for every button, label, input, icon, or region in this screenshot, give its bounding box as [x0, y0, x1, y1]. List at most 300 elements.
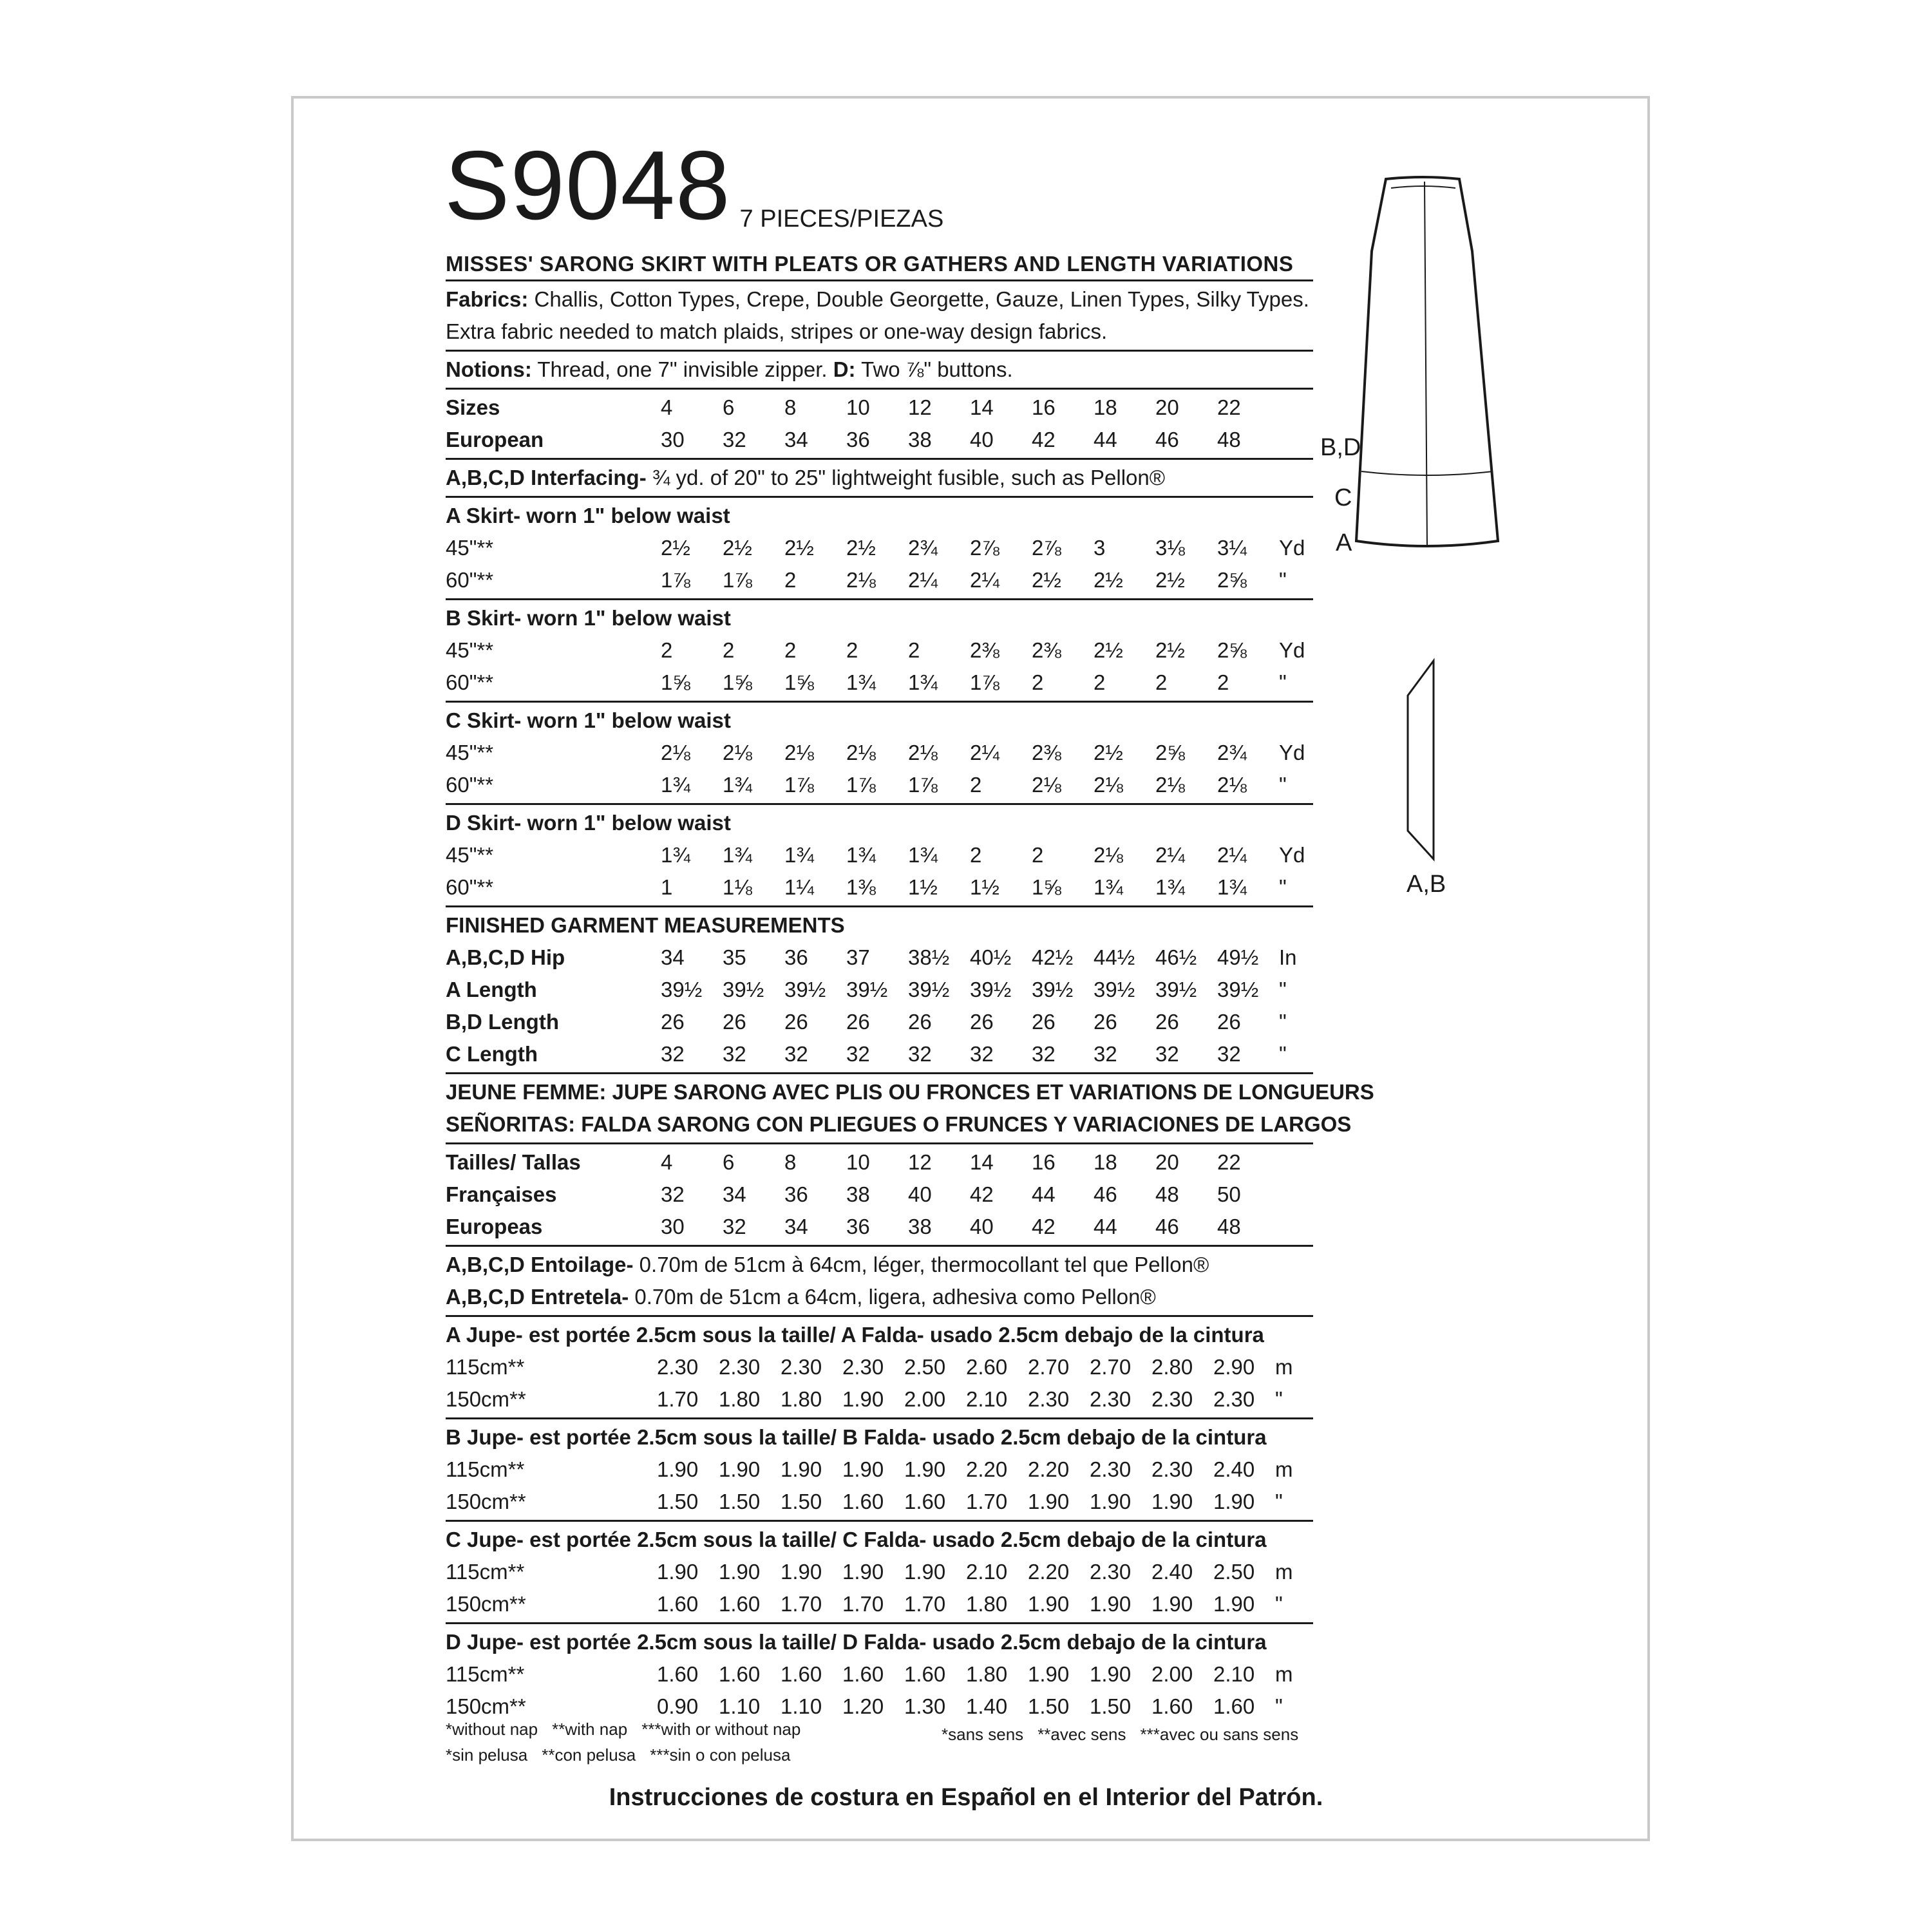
table-cell: 22 — [1217, 395, 1241, 419]
table-row — [446, 1038, 1313, 1070]
table-cell: 2.30 — [1090, 1387, 1132, 1411]
table-cell: 1.70 — [904, 1592, 946, 1616]
table-cell: 1.70 — [966, 1490, 1008, 1513]
table-cell: 1.90 — [781, 1560, 822, 1584]
entretela-label: A,B,C,D Entretela- — [446, 1285, 629, 1309]
row-label: 45"** — [446, 536, 494, 560]
table-cell: 2.30 — [1151, 1457, 1193, 1481]
table-cell: 3 — [1094, 536, 1106, 560]
footnote: *without nap — [446, 1719, 538, 1739]
table-cell: 1¾ — [1155, 875, 1185, 899]
row-label: 150cm** — [446, 1387, 526, 1411]
table-cell: 48 — [1217, 428, 1241, 451]
unit-label: " — [1279, 978, 1287, 1001]
table-cell: 2½ — [784, 536, 814, 560]
table-cell: 2.50 — [904, 1355, 946, 1379]
entoilage-label: A,B,C,D Entoilage- — [446, 1253, 634, 1276]
table-cell: 2.70 — [1090, 1355, 1132, 1379]
footnote: ***with or without nap — [641, 1719, 801, 1739]
row-label: A Length — [446, 978, 537, 1001]
entoilage-section — [446, 1247, 1313, 1317]
table-cell: 2⅛ — [846, 741, 876, 764]
metric-yardage-section — [446, 1317, 1313, 1725]
table-cell: 1.40 — [966, 1694, 1008, 1718]
table-cell: 38 — [908, 428, 932, 451]
table-cell: 38½ — [908, 945, 950, 969]
table-cell: 1.80 — [966, 1592, 1008, 1616]
table-cell: 16 — [1032, 395, 1056, 419]
table-cell: 10 — [846, 395, 870, 419]
table-cell: 32 — [1217, 1042, 1241, 1066]
table-cell: 8 — [784, 395, 797, 419]
table-cell: 2.80 — [1151, 1355, 1193, 1379]
tie-piece-illustration — [1404, 658, 1443, 864]
footnote: ***avec ou sans sens — [1140, 1725, 1299, 1744]
table-cell: 1.30 — [904, 1694, 946, 1718]
table-cell: 34 — [723, 1182, 746, 1206]
table-cell: 39½ — [1032, 978, 1074, 1001]
table-cell: 39½ — [1094, 978, 1135, 1001]
table-cell: 2⅜ — [1032, 638, 1061, 662]
table-cell: 44½ — [1094, 945, 1135, 969]
table-cell: 16 — [1032, 1150, 1056, 1174]
unit-label: Yd — [1279, 843, 1305, 867]
table-cell: 1.90 — [719, 1560, 761, 1584]
table-cell: 44 — [1032, 1182, 1056, 1206]
table-cell: 1⅞ — [661, 568, 690, 592]
metric-view-heading: B Jupe- est portée 2.5cm sous la taille/ B Falda- usado 2.5cm debajo de la cintura — [446, 1425, 1267, 1449]
metric-sizes-section — [446, 1144, 1313, 1247]
row-label: A,B,C,D Hip — [446, 945, 565, 969]
table-cell: 1⅝ — [1032, 875, 1061, 899]
table-cell: 1⅞ — [784, 773, 814, 797]
table-cell: 2⅛ — [846, 568, 876, 592]
interfacing-section — [446, 460, 1313, 498]
tie-outline-svg — [1404, 658, 1443, 864]
unit-label: " — [1279, 670, 1287, 694]
table-cell: 1.90 — [657, 1560, 699, 1584]
table-cell: 40 — [970, 1215, 994, 1238]
table-row — [446, 1588, 1313, 1620]
table-cell: 2⅝ — [1217, 638, 1247, 662]
table-cell: 30 — [661, 428, 685, 451]
piece-count: 7 PIECES/PIEZAS — [739, 205, 944, 232]
table-cell: 1.90 — [657, 1457, 699, 1481]
table-cell: 1⅝ — [723, 670, 752, 694]
table-cell: 46½ — [1155, 945, 1197, 969]
table-cell: 2.10 — [1213, 1662, 1255, 1686]
footnote: *sin pelusa — [446, 1745, 528, 1765]
table-cell: 1.60 — [1213, 1694, 1255, 1718]
table-cell: 2.50 — [1213, 1560, 1255, 1584]
table-cell: 6 — [723, 395, 735, 419]
table-cell: 2.90 — [1213, 1355, 1255, 1379]
row-label: Sizes — [446, 395, 500, 419]
table-cell: 2 — [1032, 670, 1044, 694]
table-cell: 26 — [846, 1010, 870, 1034]
unit-label: " — [1279, 875, 1287, 899]
metric-view-heading: D Jupe- est portée 2.5cm sous la taille/ D Falda- usado 2.5cm debajo de la cintura — [446, 1630, 1267, 1654]
table-cell: 1⅞ — [846, 773, 876, 797]
table-cell: 1.60 — [657, 1662, 699, 1686]
table-cell: 1⅞ — [908, 773, 938, 797]
table-cell: 2½ — [1032, 568, 1061, 592]
interfacing-text: ¾ yd. of 20" to 25" lightweight fusible, such as Pellon® — [646, 466, 1166, 489]
table-cell: 2¼ — [908, 568, 938, 592]
table-cell: 26 — [661, 1010, 685, 1034]
table-cell: 2.10 — [966, 1560, 1008, 1584]
table-cell: 1.90 — [842, 1560, 884, 1584]
table-cell: 18 — [1094, 1150, 1117, 1174]
french-title: JEUNE FEMME: JUPE SARONG AVEC PLIS OU FRONCES ET VARIATIONS DE LONGUEURS — [446, 1080, 1374, 1104]
table-cell: 1¾ — [661, 773, 690, 797]
table-cell: 26 — [1217, 1010, 1241, 1034]
table-cell: 26 — [723, 1010, 746, 1034]
table-cell: 2.40 — [1213, 1457, 1255, 1481]
table-cell: 1¾ — [723, 773, 752, 797]
unit-label: " — [1279, 1042, 1287, 1066]
table-cell: 1⅜ — [846, 875, 876, 899]
table-cell: 1¾ — [661, 843, 690, 867]
table-cell: 2 — [784, 638, 797, 662]
sizes-section — [446, 390, 1313, 460]
row-label: 115cm** — [446, 1560, 525, 1584]
table-cell: 32 — [1032, 1042, 1056, 1066]
table-cell: 1¾ — [908, 670, 938, 694]
table-cell: 2½ — [1155, 638, 1185, 662]
table-cell: 2 — [723, 638, 735, 662]
table-cell: 36 — [846, 428, 870, 451]
table-cell: 1.90 — [842, 1387, 884, 1411]
table-row — [446, 1658, 1313, 1690]
table-row — [446, 667, 1313, 699]
table-cell: 1.90 — [1213, 1490, 1255, 1513]
table-cell: 36 — [784, 1182, 808, 1206]
table-cell: 44 — [1094, 428, 1117, 451]
table-cell: 1⅝ — [661, 670, 690, 694]
table-cell: 2⅛ — [1155, 773, 1185, 797]
table-cell: 1.90 — [719, 1457, 761, 1481]
table-cell: 36 — [784, 945, 808, 969]
table-cell: 32 — [1094, 1042, 1117, 1066]
table-cell: 2.30 — [1028, 1387, 1070, 1411]
table-cell: 2⅞ — [1032, 536, 1061, 560]
table-cell: 48 — [1217, 1215, 1241, 1238]
footnote: **con pelusa — [542, 1745, 636, 1765]
table-row — [446, 769, 1313, 801]
finished-measurements-heading: FINISHED GARMENT MEASUREMENTS — [446, 913, 845, 937]
interfacing-label: A,B,C,D Interfacing- — [446, 466, 647, 489]
row-label: 150cm** — [446, 1694, 526, 1718]
table-cell: 40 — [970, 428, 994, 451]
table-cell: 1.20 — [842, 1694, 884, 1718]
table-cell: 4 — [661, 395, 673, 419]
unit-label: " — [1279, 1010, 1287, 1034]
table-cell: 1.90 — [1213, 1592, 1255, 1616]
table-cell: 1.60 — [842, 1490, 884, 1513]
table-cell: 2.10 — [966, 1387, 1008, 1411]
table-cell: 2 — [846, 638, 858, 662]
table-cell: 1.90 — [1151, 1592, 1193, 1616]
row-label: European — [446, 428, 544, 451]
table-cell: 2⅛ — [723, 741, 752, 764]
table-cell: 39½ — [908, 978, 950, 1001]
table-cell: 1.80 — [966, 1662, 1008, 1686]
unit-label: " — [1279, 568, 1287, 592]
pattern-envelope-chart — [446, 248, 1374, 1725]
table-cell: 35 — [723, 945, 746, 969]
table-cell: 26 — [784, 1010, 808, 1034]
table-cell: 42 — [1032, 1215, 1056, 1238]
row-label: 115cm** — [446, 1662, 525, 1686]
table-cell: 1¾ — [784, 843, 814, 867]
table-cell: 42 — [1032, 428, 1056, 451]
table-cell: 10 — [846, 1150, 870, 1174]
table-cell: 44 — [1094, 1215, 1117, 1238]
table-cell: 8 — [784, 1150, 797, 1174]
footnote: **avec sens — [1037, 1725, 1126, 1744]
table-cell: 1.90 — [1090, 1490, 1132, 1513]
table-row — [446, 1556, 1313, 1588]
table-cell: 2¾ — [1217, 741, 1247, 764]
table-cell: 1.80 — [781, 1387, 822, 1411]
foreign-titles — [446, 1074, 1374, 1144]
table-row — [446, 737, 1313, 769]
table-cell: 1.90 — [1090, 1592, 1132, 1616]
view-heading: C Skirt- worn 1" below waist — [446, 708, 731, 732]
table-cell: 40 — [908, 1182, 932, 1206]
row-label: B,D Length — [446, 1010, 559, 1034]
table-cell: 2⅜ — [970, 638, 999, 662]
table-cell: 2.20 — [1028, 1457, 1070, 1481]
table-cell: 2.30 — [1213, 1387, 1255, 1411]
table-cell: 2 — [1094, 670, 1106, 694]
row-label: Françaises — [446, 1182, 557, 1206]
table-cell: 26 — [1155, 1010, 1179, 1034]
table-cell: 3⅛ — [1155, 536, 1185, 560]
table-cell: 2¼ — [1217, 843, 1247, 867]
table-cell: 1.50 — [719, 1490, 761, 1513]
table-cell: 1.60 — [781, 1662, 822, 1686]
table-cell: 1½ — [908, 875, 938, 899]
table-cell: 1¼ — [784, 875, 814, 899]
table-cell: 34 — [661, 945, 685, 969]
table-cell: 38 — [908, 1215, 932, 1238]
table-cell: 1.90 — [1090, 1662, 1132, 1686]
view-yardage-block — [446, 498, 1313, 600]
table-cell: 1.10 — [781, 1694, 822, 1718]
table-cell: 12 — [908, 1150, 932, 1174]
row-label: 60"** — [446, 670, 494, 694]
row-label: Tailles/ Tallas — [446, 1150, 581, 1174]
table-cell: 2 — [1155, 670, 1168, 694]
row-label: 45"** — [446, 741, 494, 764]
table-cell: 1.80 — [719, 1387, 761, 1411]
table-cell: 2.60 — [966, 1355, 1008, 1379]
table-cell: 2⅛ — [1032, 773, 1061, 797]
row-label: 60"** — [446, 568, 494, 592]
table-cell: 2⅝ — [1217, 568, 1247, 592]
unit-label: m — [1275, 1560, 1293, 1584]
table-cell: 1.50 — [657, 1490, 699, 1513]
table-cell: 2⅛ — [1094, 843, 1123, 867]
table-cell: 1.50 — [1090, 1694, 1132, 1718]
table-cell: 2.30 — [657, 1355, 699, 1379]
table-cell: 2.00 — [904, 1387, 946, 1411]
table-cell: 39½ — [723, 978, 764, 1001]
table-cell: 1.50 — [1028, 1694, 1070, 1718]
table-cell: 18 — [1094, 395, 1117, 419]
metric-view-block — [446, 1624, 1313, 1725]
table-cell: 2¼ — [1155, 843, 1185, 867]
spanish-instructions-note: Instrucciones de costura en Español en el Interior del Patrón. — [609, 1784, 1323, 1811]
skirt-outline-svg — [1352, 174, 1520, 560]
table-row — [446, 1486, 1313, 1518]
table-cell: 2½ — [1155, 568, 1185, 592]
table-cell: 26 — [1032, 1010, 1056, 1034]
table-cell: 49½ — [1217, 945, 1259, 969]
table-cell: 2½ — [846, 536, 876, 560]
metric-view-heading: A Jupe- est portée 2.5cm sous la taille/ A Falda- usado 2.5cm debajo de la cintura — [446, 1323, 1264, 1347]
row-label: 45"** — [446, 638, 494, 662]
table-cell: 1.60 — [842, 1662, 884, 1686]
skirt-back-view-illustration — [1352, 174, 1520, 560]
view-yardage-block — [446, 600, 1313, 703]
imperial-yardage-section — [446, 498, 1313, 907]
table-row — [446, 871, 1313, 904]
table-cell: 12 — [908, 395, 932, 419]
row-label: 150cm** — [446, 1490, 526, 1513]
row-label: 60"** — [446, 773, 494, 797]
table-cell: 1¾ — [846, 843, 876, 867]
table-cell: 2⅝ — [1155, 741, 1185, 764]
table-cell: 22 — [1217, 1150, 1241, 1174]
table-row — [446, 1454, 1313, 1486]
table-cell: 34 — [784, 428, 808, 451]
table-cell: 1⅞ — [970, 670, 999, 694]
table-cell: 1.60 — [719, 1662, 761, 1686]
table-cell: 2.30 — [1151, 1387, 1193, 1411]
table-cell: 1¾ — [723, 843, 752, 867]
footnote: **with nap — [552, 1719, 628, 1739]
table-cell: 26 — [908, 1010, 932, 1034]
notions-label: Notions: — [446, 357, 532, 381]
pattern-number: S9048 — [444, 131, 731, 240]
table-cell: 3¼ — [1217, 536, 1247, 560]
table-cell: 2⅛ — [1217, 773, 1247, 797]
footnote-spanish — [446, 1742, 909, 1768]
table-cell: 1 — [661, 875, 673, 899]
table-cell: 2.30 — [781, 1355, 822, 1379]
row-label: 150cm** — [446, 1592, 526, 1616]
table-cell: 2 — [1217, 670, 1229, 694]
table-cell: 1.10 — [719, 1694, 761, 1718]
table-cell: 2 — [661, 638, 673, 662]
table-cell: 2 — [784, 568, 797, 592]
pattern-title: MISSES' SARONG SKIRT WITH PLEATS OR GATHERS AND LENGTH VARIATIONS — [446, 248, 1313, 281]
view-heading: D Skirt- worn 1" below waist — [446, 811, 731, 835]
table-cell: 46 — [1155, 428, 1179, 451]
table-cell: 39½ — [1155, 978, 1197, 1001]
unit-label: In — [1279, 945, 1297, 969]
table-row — [446, 1351, 1313, 1383]
table-cell: 1.70 — [781, 1592, 822, 1616]
footnote-english — [446, 1716, 909, 1742]
table-cell: 1¾ — [1217, 875, 1247, 899]
unit-label: m — [1275, 1457, 1293, 1481]
table-row — [446, 1146, 1313, 1179]
table-cell: 2.40 — [1151, 1560, 1193, 1584]
table-cell: 1.60 — [904, 1490, 946, 1513]
table-cell: 1.90 — [904, 1560, 946, 1584]
unit-label: Yd — [1279, 741, 1305, 764]
table-cell: 6 — [723, 1150, 735, 1174]
notions-section — [446, 352, 1313, 390]
table-row — [446, 532, 1313, 564]
table-cell: 32 — [908, 1042, 932, 1066]
table-cell: 2.20 — [966, 1457, 1008, 1481]
table-cell: 14 — [970, 395, 994, 419]
fabrics-section — [446, 281, 1313, 352]
view-heading: A Skirt- worn 1" below waist — [446, 504, 730, 527]
table-row — [446, 839, 1313, 871]
unit-label: " — [1279, 773, 1287, 797]
table-cell: 2½ — [1094, 638, 1123, 662]
table-cell: 40½ — [970, 945, 1012, 969]
table-cell: 32 — [846, 1042, 870, 1066]
table-cell: 48 — [1155, 1182, 1179, 1206]
spanish-title: SEÑORITAS: FALDA SARONG CON PLIEGUES O FRUNCES Y VARIACIONES DE LARGOS — [446, 1112, 1352, 1136]
unit-label: " — [1275, 1694, 1283, 1718]
table-cell: 34 — [784, 1215, 808, 1238]
table-cell: 32 — [723, 1042, 746, 1066]
table-cell: 39½ — [784, 978, 826, 1001]
table-cell: 1.50 — [781, 1490, 822, 1513]
fabrics-note: Extra fabric needed to match plaids, stripes or one-way design fabrics. — [446, 319, 1108, 343]
notions-d-text: Two ⅞" buttons. — [855, 357, 1013, 381]
table-cell: 1.70 — [657, 1387, 699, 1411]
table-cell: 2½ — [661, 536, 690, 560]
table-cell: 32 — [723, 1215, 746, 1238]
fabrics-label: Fabrics: — [446, 287, 529, 311]
footnote: ***sin o con pelusa — [650, 1745, 791, 1765]
view-heading: B Skirt- worn 1" below waist — [446, 606, 731, 630]
table-cell: 46 — [1094, 1182, 1117, 1206]
table-cell: 32 — [661, 1182, 685, 1206]
table-cell: 2⅛ — [661, 741, 690, 764]
table-cell: 39½ — [1217, 978, 1259, 1001]
row-label: 60"** — [446, 875, 494, 899]
table-cell: 2⅛ — [1094, 773, 1123, 797]
fabrics-text: Challis, Cotton Types, Crepe, Double Georgette, Gauze, Linen Types, Silky Types. — [528, 287, 1309, 311]
table-cell: 1.90 — [1028, 1662, 1070, 1686]
table-cell: 2⅞ — [970, 536, 999, 560]
table-cell: 32 — [723, 428, 746, 451]
metric-view-block — [446, 1522, 1313, 1624]
table-cell: 1⅛ — [723, 875, 752, 899]
table-cell: 1.90 — [1151, 1490, 1193, 1513]
table-cell: 42 — [970, 1182, 994, 1206]
table-cell: 37 — [846, 945, 870, 969]
table-cell: 2.30 — [1090, 1457, 1132, 1481]
table-cell: 39½ — [970, 978, 1012, 1001]
table-row — [446, 1211, 1313, 1243]
table-row — [446, 634, 1313, 667]
unit-label: " — [1275, 1387, 1283, 1411]
table-cell: 1.60 — [904, 1662, 946, 1686]
metric-view-block — [446, 1317, 1313, 1419]
table-cell: 1.90 — [842, 1457, 884, 1481]
